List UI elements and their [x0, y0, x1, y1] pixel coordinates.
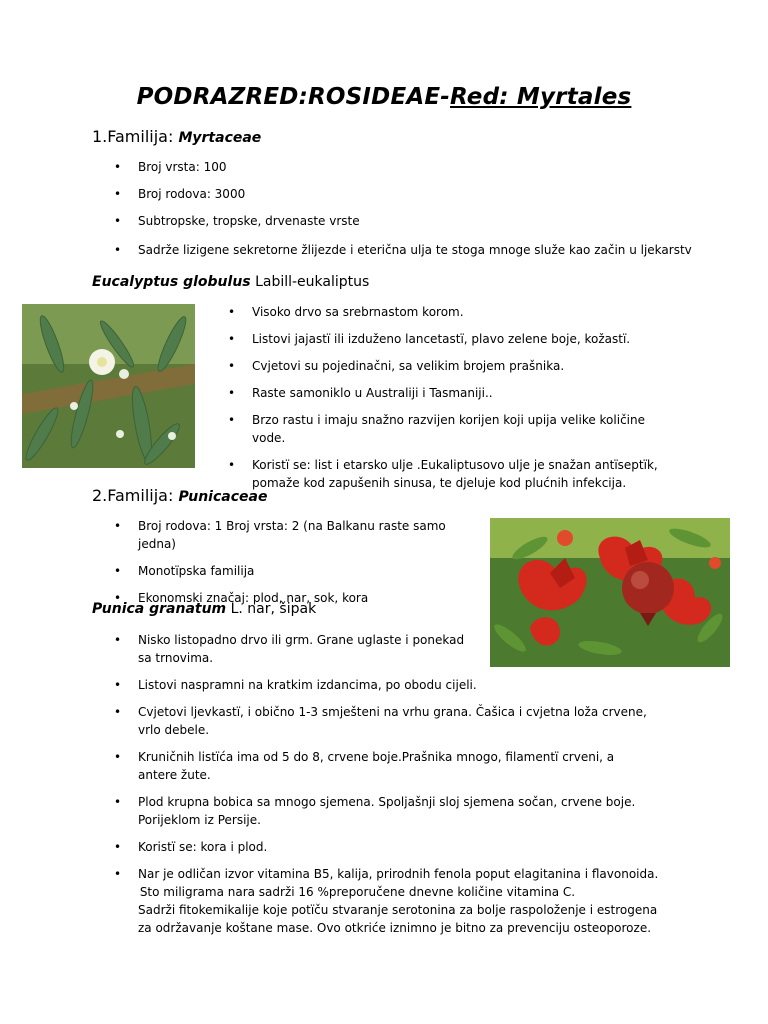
family-1-colon: :	[167, 127, 179, 146]
list-item: • Plod krupna bobica sa mnogo sjemena. Spoljašnji sloj sjemena sočan, crvene boje. Porijeklom iz Persije.	[114, 793, 654, 829]
list-item: • Sadrže lizigene sekretorne žlijezde i eterična ulja te stoga mnoge služe kao začin u ljekarstv	[114, 241, 734, 259]
list-item: • Listovi jajastï ili izduženo lancetastï, plavo zelene boje, kožastï.	[228, 330, 668, 348]
list-item: • Kruničnih listïća ima od 5 do 8, crvene boje.Prašnika mnogo, filamentï crveni, a antere žute.	[114, 748, 654, 784]
family-2-prefix: 2.Familija	[92, 486, 168, 505]
list-item: • Nisko listopadno drvo ili grm. Grane uglaste i ponekad sa trnovima.	[114, 631, 468, 667]
list-item: • Ekonomski značaj: plod, nar, sok, kora	[114, 589, 484, 607]
eucalyptus-photo	[22, 304, 195, 468]
family-2-heading	[92, 486, 267, 505]
list-item: • Cvjetovi su pojedinačni, sa velikim brojem prašnika.	[228, 357, 668, 375]
list-item: • Koristï se: kora i plod.	[114, 838, 654, 856]
family-1-list	[114, 158, 734, 259]
family-1-latin: Myrtaceae	[178, 130, 262, 146]
bullet-line: • Nar je odličan izvor vitamina B5, kalija, prirodnih fenola poput elagitanina i flavonoida.	[138, 867, 659, 881]
page-title	[0, 84, 768, 110]
title-main: PODRAZRED:ROSIDEAE-	[136, 84, 451, 110]
eucalyptus-latin: Eucalyptus globulus	[92, 274, 251, 290]
punica-heading	[92, 601, 316, 617]
family-2-colon: :	[167, 486, 179, 505]
list-item: • Broj rodova: 3000	[114, 185, 734, 203]
list-item: • Brzo rastu i imaju snažno razvijen korijen koji upija velike količine vode.	[228, 411, 668, 447]
list-item: • Monotïpska familija	[114, 562, 484, 580]
family-2-list	[114, 517, 484, 607]
list-item: • Listovi naspramni na kratkim izdancima, po obodu cijeli.	[114, 676, 654, 694]
list-item: • Subtropske, tropske, drvenaste vrste	[114, 212, 734, 230]
title-order: Red: Myrtales	[450, 84, 632, 110]
eucalyptus-list	[228, 303, 668, 492]
eucalyptus-common: Labill-eukaliptus	[250, 274, 370, 290]
bullet-line: Sto miligrama nara sadrži 16 %preporučene dnevne količine vitamina C.	[136, 885, 576, 899]
punica-common: L. nar, šipak	[226, 601, 317, 617]
punica-list	[114, 631, 659, 937]
list-item: • Broj vrsta: 100	[114, 158, 734, 176]
list-item: • Broj rodova: 1 Broj vrsta: 2 (na Balkanu raste samo jedna)	[114, 517, 484, 553]
punica-latin: Punica granatum	[92, 601, 227, 617]
family-1-prefix: 1.Familija	[92, 127, 168, 146]
list-item: • Cvjetovi ljevkastï, i obično 1-3 smješteni na vrhu grana. Čašica i cvjetna loža crvene, vrlo debele.	[114, 703, 654, 739]
list-item: • Raste samoniklo u Australiji i Tasmaniji..	[228, 384, 668, 402]
bullet-line: Sadrži fitokemikalije koje potïču stvaranje serotonina za bolje raspoloženje i estrogena za održavanje koštane mase. Ovo otkriće iznimno je bitno za prevenciju osteoporoze.	[138, 903, 658, 935]
family-2-latin: Punicaceae	[178, 489, 268, 505]
list-item: • Koristï se: list i etarsko ulje .Eukaliptusovo ulje je snažan antïseptïk, pomaže kod zapušenih sinusa, te djeluje kod plućnih infekcija.	[228, 456, 668, 492]
list-item: • Visoko drvo sa srebrnastom korom.	[228, 303, 668, 321]
family-1-heading	[92, 127, 261, 146]
list-item	[114, 865, 659, 937]
eucalyptus-heading	[92, 274, 369, 290]
